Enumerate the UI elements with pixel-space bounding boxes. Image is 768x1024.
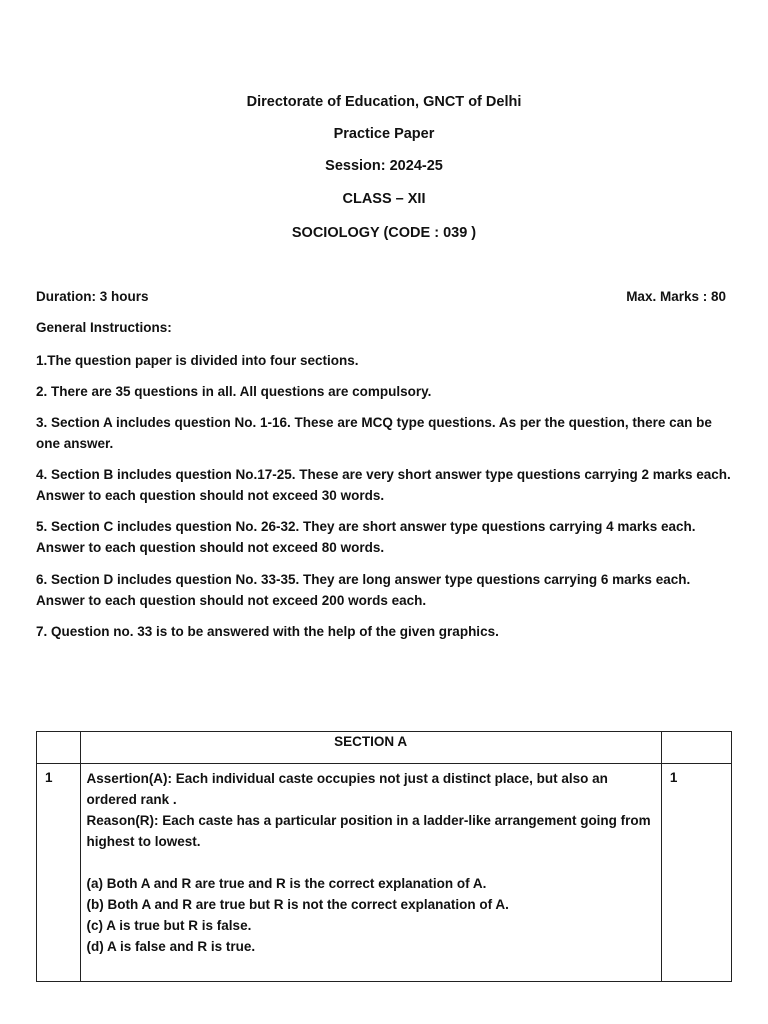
option-c: (c) A is true but R is false.: [86, 918, 252, 933]
option-b: (b) Both A and R are true but R is not the correct explanation of A.: [86, 897, 509, 912]
session-heading: Session: 2024-25: [325, 158, 443, 174]
paper-type-heading: Practice Paper: [333, 126, 435, 142]
section-header-row: [37, 732, 732, 764]
question-number: 1: [37, 764, 81, 982]
issuer-heading: Directorate of Education, GNCT of Delhi: [246, 94, 522, 110]
option-a: (a) Both A and R are true and R is the correct explanation of A.: [86, 876, 487, 891]
instruction-item: 3. Section A includes question No. 1-16. These are MCQ type questions. As per the question, there can be one answer.: [36, 415, 712, 451]
section-a-table: [36, 731, 732, 982]
instruction-item: 6. Section D includes question No. 33-35. They are long answer type questions carrying 6 marks each. Answer to each question should not exceed 200 words each.: [36, 572, 691, 608]
header-number-cell: [37, 732, 81, 764]
general-instructions-label: General Instructions:: [36, 320, 172, 335]
assertion-text: Assertion(A): Each individual caste occupies not just a distinct place, but also an ordered rank .: [86, 771, 608, 807]
spacer: [87, 852, 655, 873]
section-title: SECTION A: [80, 732, 661, 764]
duration-text: Duration: 3 hours: [36, 289, 149, 304]
max-marks-text: Max. Marks : 80: [626, 289, 726, 304]
question-marks: 1: [661, 764, 731, 982]
question-body: [80, 764, 661, 982]
instruction-item: 7. Question no. 33 is to be answered with the help of the given graphics.: [36, 624, 499, 639]
option-d: (d) A is false and R is true.: [86, 939, 256, 954]
question-row: [37, 764, 732, 982]
class-heading: CLASS – XII: [342, 191, 426, 207]
header-marks-cell: [661, 732, 731, 764]
exam-meta-row: [36, 289, 726, 304]
reason-text: Reason(R): Each caste has a particular position in a ladder-like arrangement going from highest to lowest.: [86, 813, 651, 849]
instruction-item: 4. Section B includes question No.17-25. These are very short answer type questions carrying 2 marks each. Answer to each question should not exceed 30 words.: [36, 467, 731, 503]
instruction-item: 2. There are 35 questions in all. All questions are compulsory.: [36, 384, 432, 399]
instruction-item: 5. Section C includes question No. 26-32. They are short answer type questions carrying 4 marks each. Answer to each question should not exceed 80 words.: [36, 519, 696, 555]
instruction-item: 1.The question paper is divided into four sections.: [36, 353, 359, 368]
subject-heading: SOCIOLOGY (CODE : 039 ): [291, 225, 477, 241]
